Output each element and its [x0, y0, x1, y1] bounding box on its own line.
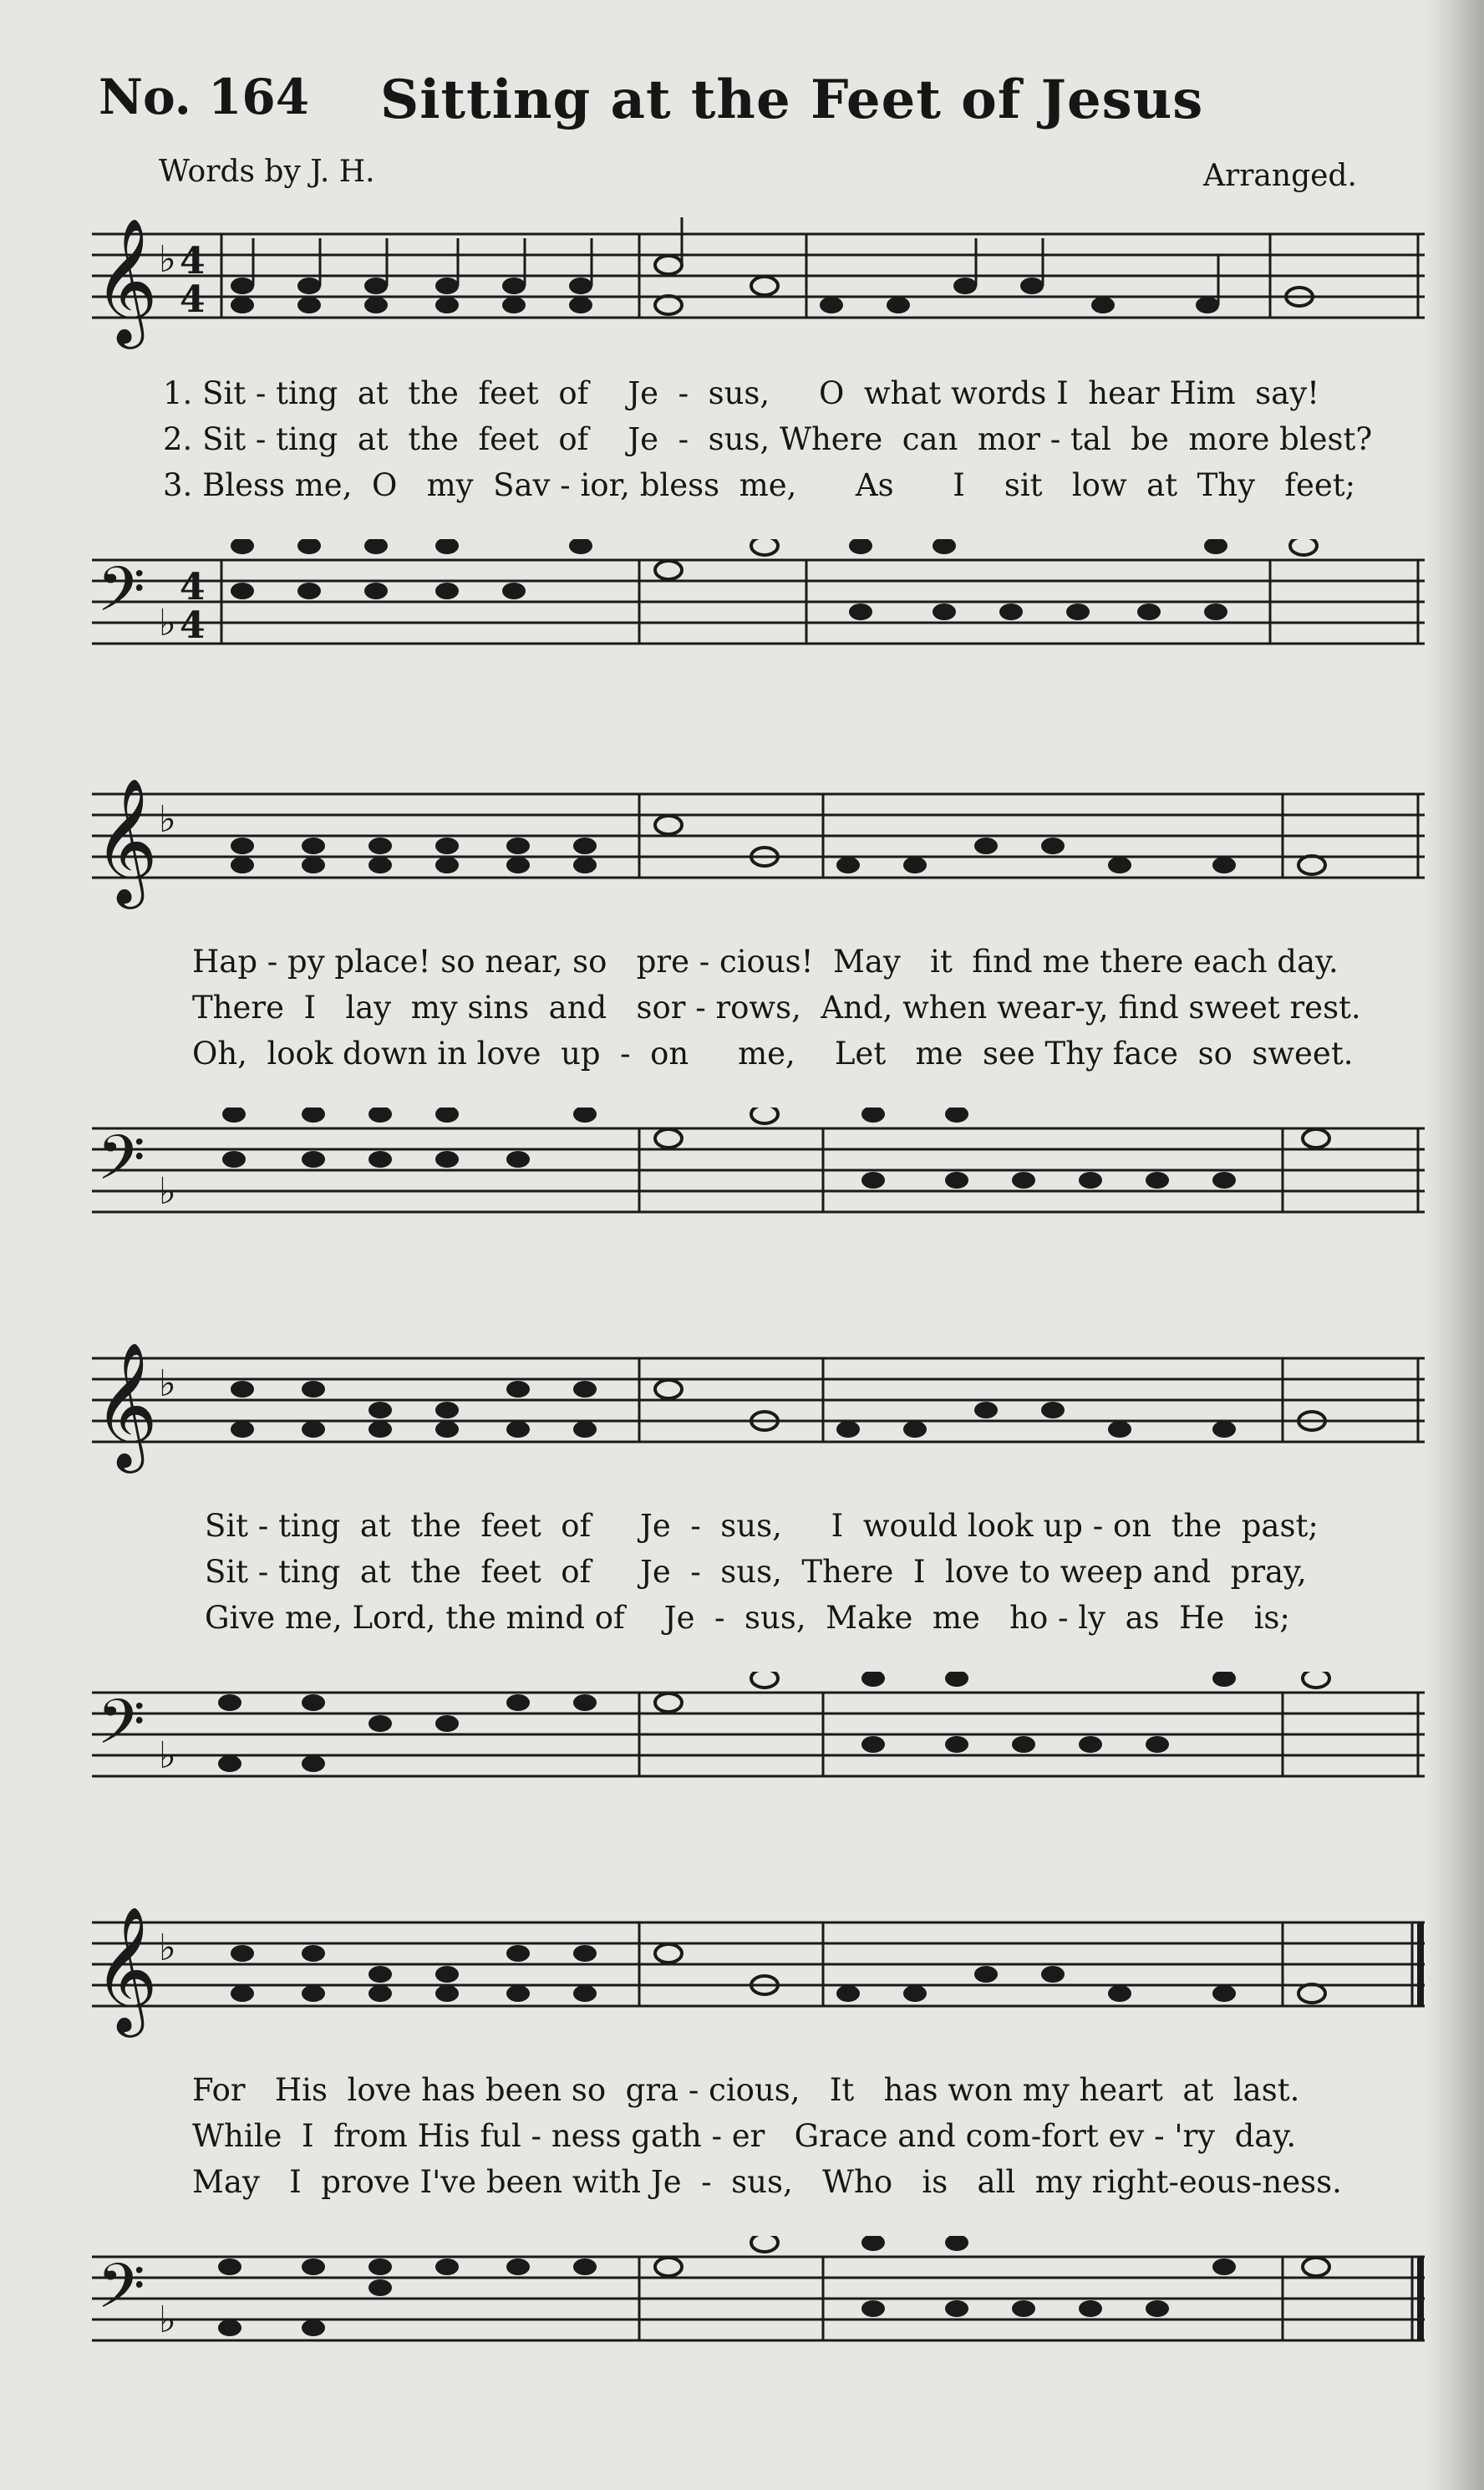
bass-staff-4	[0, 2236, 1484, 2378]
svg-text:♭: ♭	[159, 1734, 176, 1777]
lyric-line: For His love has been so gra - cious, It has won my heart at last.	[192, 2072, 1300, 2108]
treble-staff-2	[0, 773, 1484, 915]
lyrics-system-2	[192, 939, 1395, 1077]
treble-clef-icon: 𝄞	[94, 1341, 158, 1468]
lyric-line: 1. Sit - ting at the feet of Je - sus, O what words I hear Him say!	[163, 375, 1319, 411]
treble-clef-icon: 𝄞	[94, 1905, 158, 2032]
words-credit: Words by J. H.	[159, 155, 375, 189]
bass-clef-icon: 𝄢	[97, 553, 145, 641]
hymn-title: Sitting at the Feet of Jesus	[380, 69, 1204, 131]
treble-clef-icon: 𝄞	[94, 777, 158, 904]
lyric-line: 3. Bless me, O my Sav - ior, bless me, As I sit low at Thy feet;	[163, 467, 1356, 503]
lyric-line: Sit - ting at the feet of Je - sus, I would look up - on the past;	[205, 1508, 1319, 1544]
svg-text:4: 4	[180, 278, 206, 321]
hymn-number: No. 164	[99, 69, 310, 125]
treble-clef-icon: 𝄞	[94, 216, 158, 344]
lyric-line: May I prove I've been with Je - sus, Who is all my right-eous-ness.	[192, 2164, 1342, 2200]
bass-clef-icon: 𝄢	[97, 1122, 145, 1209]
lyrics-system-4	[192, 2067, 1395, 2205]
lyric-line: Give me, Lord, the mind of Je - sus, Make me ho - ly as He is;	[205, 1600, 1290, 1636]
treble-staff-3	[0, 1337, 1484, 1479]
svg-text:♭: ♭	[159, 1927, 176, 1969]
svg-text:♭: ♭	[159, 602, 176, 644]
lyrics-system-1	[163, 370, 1373, 508]
svg-text:4: 4	[180, 566, 206, 608]
lyric-line: There I lay my sins and sor - rows, And, when wear-y, find sweet rest.	[192, 990, 1361, 1026]
svg-text:4: 4	[180, 604, 206, 647]
lyric-line: 2. Sit - ting at the feet of Je - sus, Where can mor - tal be more blest?	[163, 421, 1373, 457]
lyrics-system-3	[205, 1503, 1408, 1641]
svg-text:♭: ♭	[159, 2299, 176, 2341]
treble-staff-1	[0, 213, 1484, 355]
treble-staff-4	[0, 1902, 1484, 2044]
bass-staff-1	[0, 539, 1484, 681]
svg-text:♭: ♭	[159, 238, 176, 281]
bass-clef-icon: 𝄢	[97, 1686, 145, 1774]
bass-staff-2	[0, 1108, 1484, 1250]
svg-text:♭: ♭	[159, 1362, 176, 1405]
lyric-line: Sit - ting at the feet of Je - sus, There I love to weep and pray,	[205, 1554, 1307, 1590]
bass-staff-3	[0, 1672, 1484, 1814]
svg-text:♭: ♭	[159, 798, 176, 841]
lyric-line: Hap - py place! so near, so pre - cious! May it find me there each day.	[192, 944, 1339, 980]
lyric-line: Oh, look down in love up - on me, Let me see Thy face so sweet.	[192, 1036, 1354, 1072]
svg-text:♭: ♭	[159, 1170, 176, 1213]
bass-clef-icon: 𝄢	[97, 2250, 145, 2338]
svg-text:4: 4	[180, 240, 206, 283]
lyric-line: While I from His ful - ness gath - er Grace and com-fort ev - 'ry day.	[192, 2118, 1297, 2154]
arrangement-credit: Arranged.	[1203, 159, 1357, 193]
